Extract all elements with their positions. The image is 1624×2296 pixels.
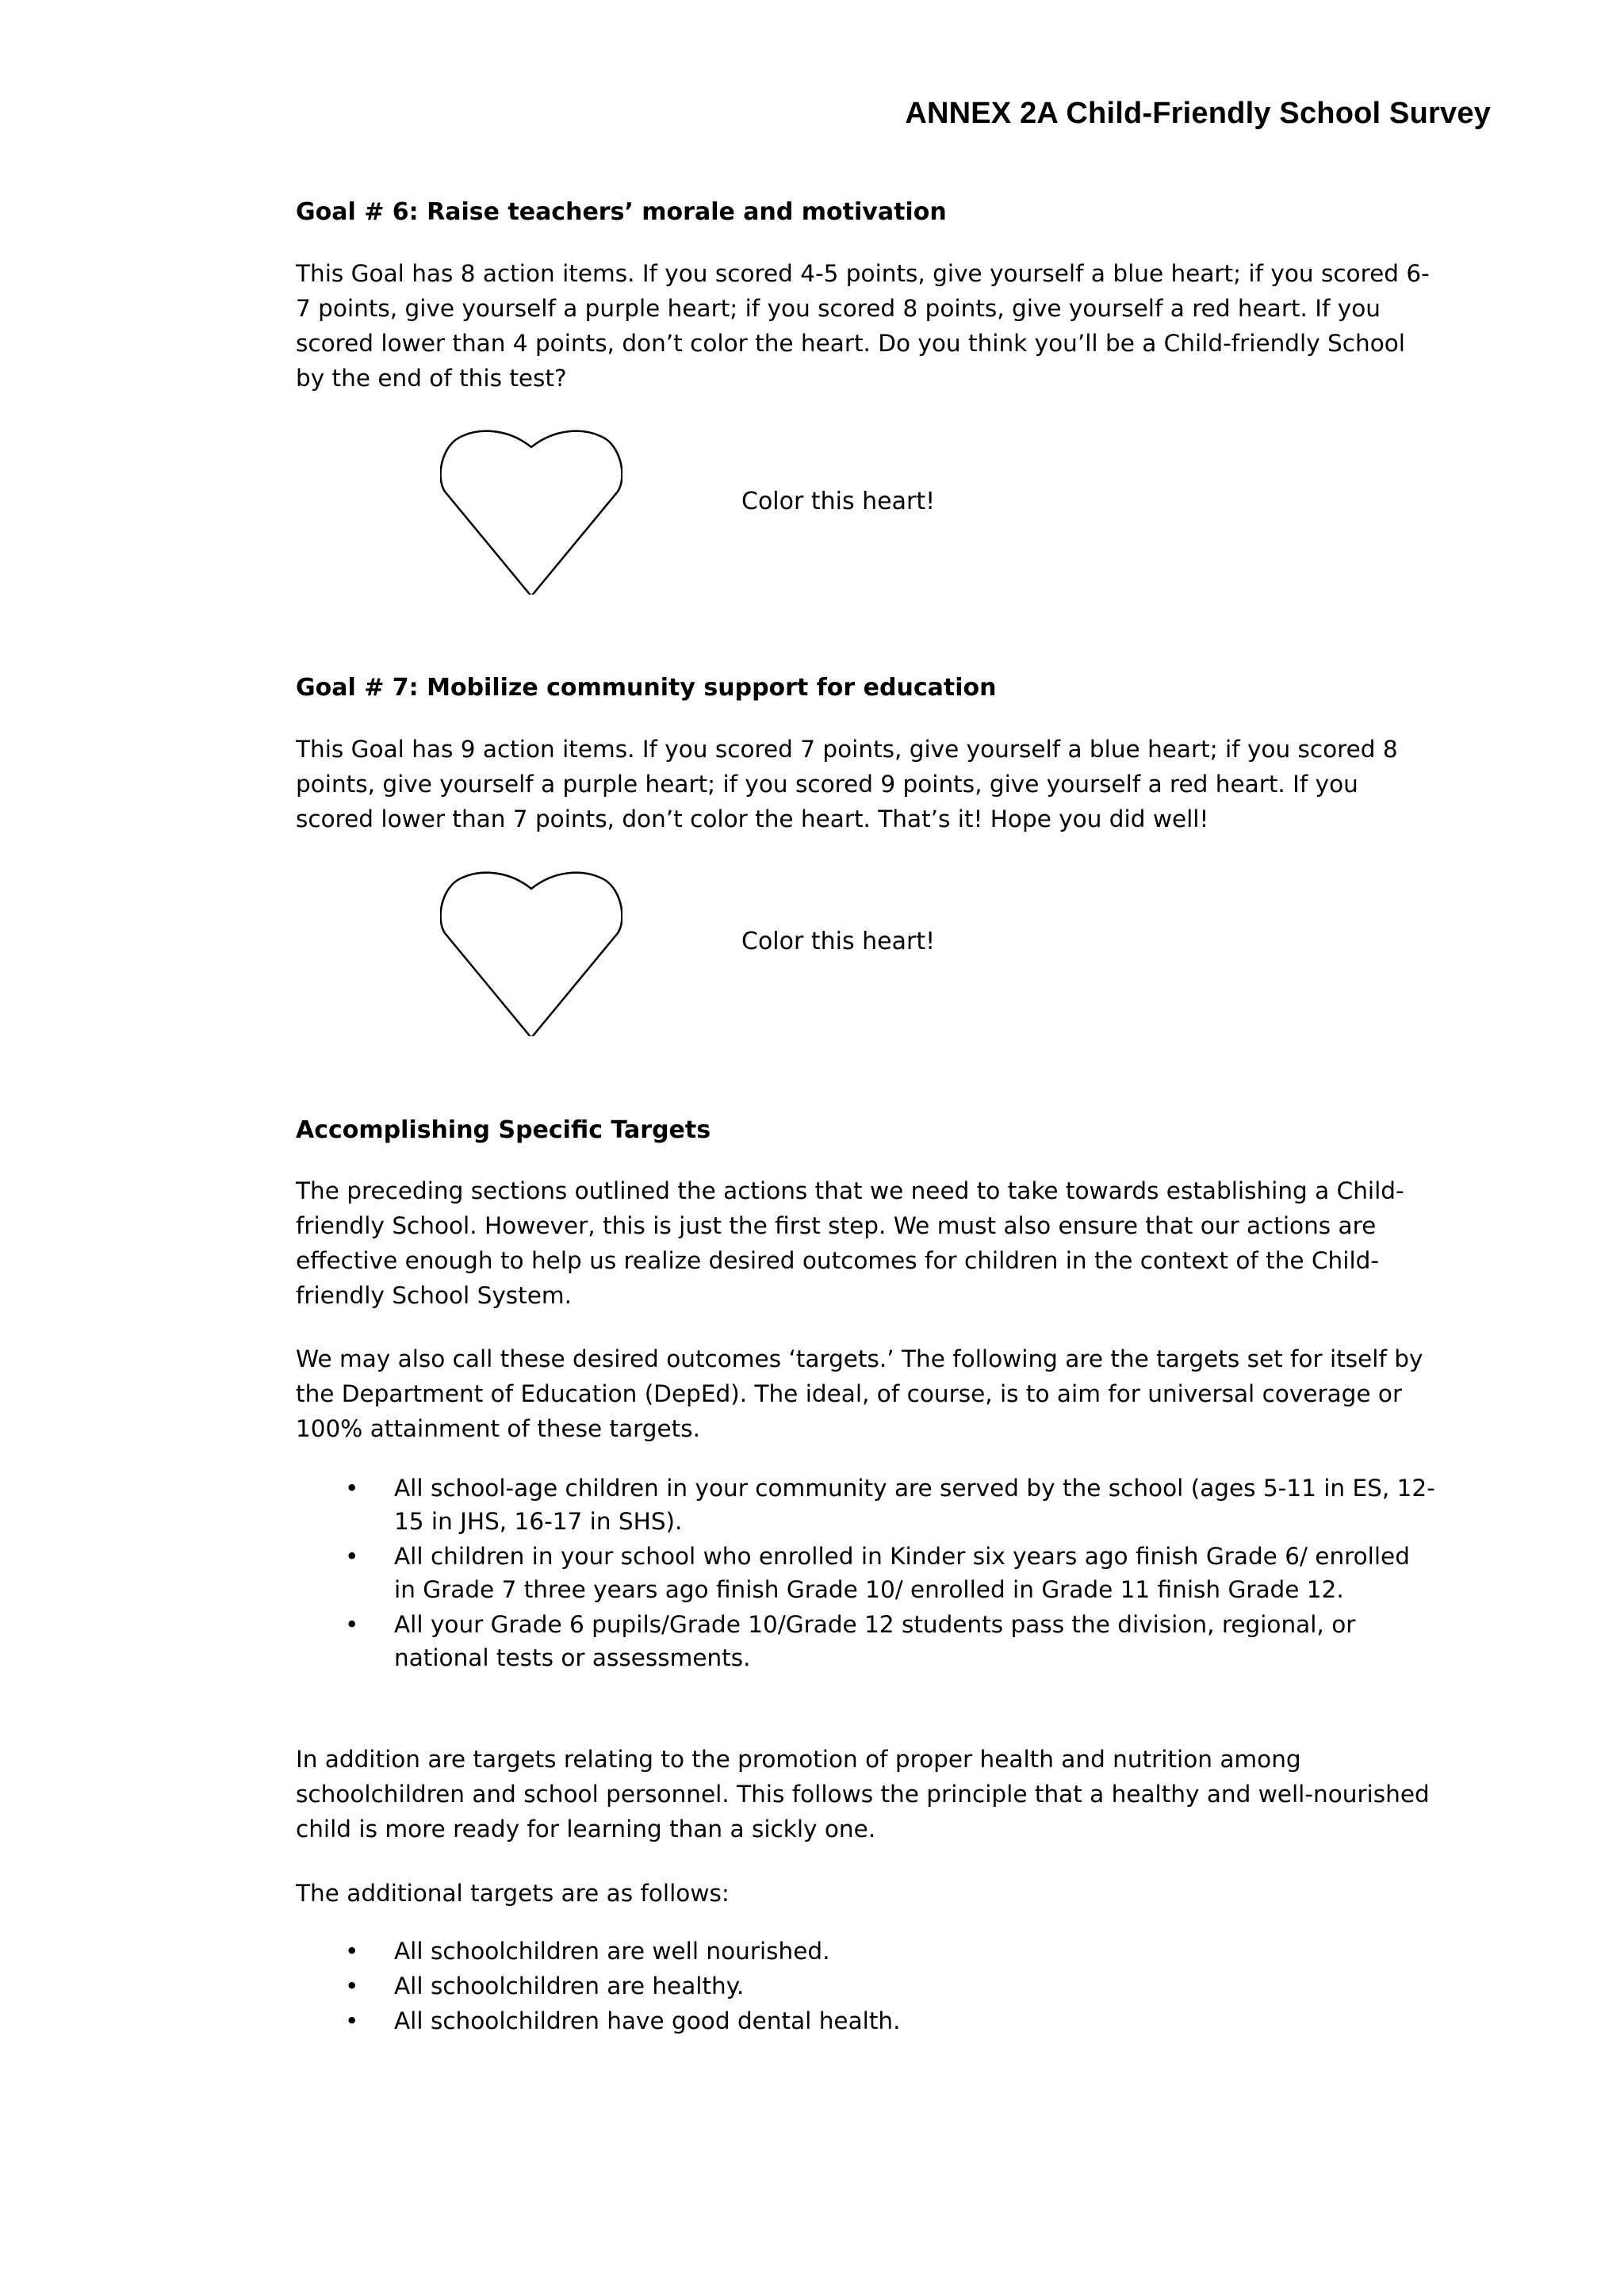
goal7-heart-caption: Color this heart! — [741, 928, 936, 955]
targets-paragraph-4: The additional targets are as follows: — [296, 1880, 730, 1907]
list-item: • All school-age children in your community are served by the school (ages 5-11 in ES, 12-15 in JHS, 16-17 in SHS). — [296, 1471, 1438, 1538]
list-item: • All schoolchildren are healthy. — [296, 1969, 1438, 2003]
targets-heading: Accomplishing Specific Targets — [296, 1116, 711, 1144]
list-item: • All your Grade 6 pupils/Grade 10/Grade 12 students pass the division, regional, or national tests or assessments. — [296, 1608, 1438, 1674]
targets-paragraph-1: The preceding sections outlined the actions that we need to take towards establishing a Child-friendly School. However, this is just the first step. We must also ensure that our actions are effective enough to help us realize desired outcomes for children in the context of the Child-friendly School System. — [296, 1177, 1404, 1309]
goal7-heart[interactable] — [440, 870, 622, 1036]
list-item: • All children in your school who enrolled in Kinder six years ago finish Grade 6/ enrolled in Grade 7 three years ago finish Grade 10/ enrolled in Grade 11 finish Grade 12. — [296, 1540, 1438, 1606]
goal7-heading: Goal # 7: Mobilize community support for education — [296, 674, 997, 702]
goal6-text — [296, 256, 1438, 396]
targets-para1 — [296, 1173, 1438, 1313]
heart-icon[interactable] — [440, 870, 622, 1036]
targets-paragraph-3: In addition are targets relating to the promotion of proper health and nutrition among schoolchildren and school personnel. This follows the principle that a healthy and well-nourished child is more ready for learning than a sickly one. — [296, 1746, 1430, 1843]
targets-para2 — [296, 1341, 1438, 1446]
heart-icon[interactable] — [440, 428, 622, 595]
goal6-heading: Goal # 6: Raise teachers’ morale and motivation — [296, 198, 947, 226]
targets-para4 — [296, 1876, 1438, 1911]
goal7-paragraph: This Goal has 9 action items. If you scored 7 points, give yourself a blue heart; if you scored 8 points, give yourself a purple heart; if you scored 9 points, give yourself a red heart. If you scored lower than 7 points, don’t color the heart. That’s it! Hope you did well! — [296, 736, 1398, 832]
targets-paragraph-2: We may also call these desired outcomes ‘targets.’ The following are the targets set for itself by the Department of Education (DepEd). The ideal, of course, is to aim for universal coverage or 100% attainment of these targets. — [296, 1345, 1423, 1442]
targets-para3 — [296, 1742, 1438, 1846]
goal6-paragraph: This Goal has 8 action items. If you scored 4-5 points, give yourself a blue heart; if you scored 6-7 points, give yourself a purple heart; if you scored 8 points, give yourself a red heart. If you scored lower than 4 points, don’t color the heart. Do you think you’ll be a Child-friendly School by the end of this test? — [296, 260, 1430, 392]
goal6-heart[interactable] — [440, 428, 622, 595]
goal7-text — [296, 732, 1438, 836]
list-item: • All schoolchildren are well nourished. — [296, 1934, 1438, 1968]
targets-bullet-list-1 — [296, 1471, 1438, 1676]
targets-bullet-list-2 — [296, 1934, 1438, 2039]
goal6-heart-caption: Color this heart! — [741, 488, 936, 515]
annex-header: ANNEX 2A Child-Friendly School Survey — [905, 97, 1491, 130]
list-item: • All schoolchildren have good dental health. — [296, 2004, 1438, 2038]
